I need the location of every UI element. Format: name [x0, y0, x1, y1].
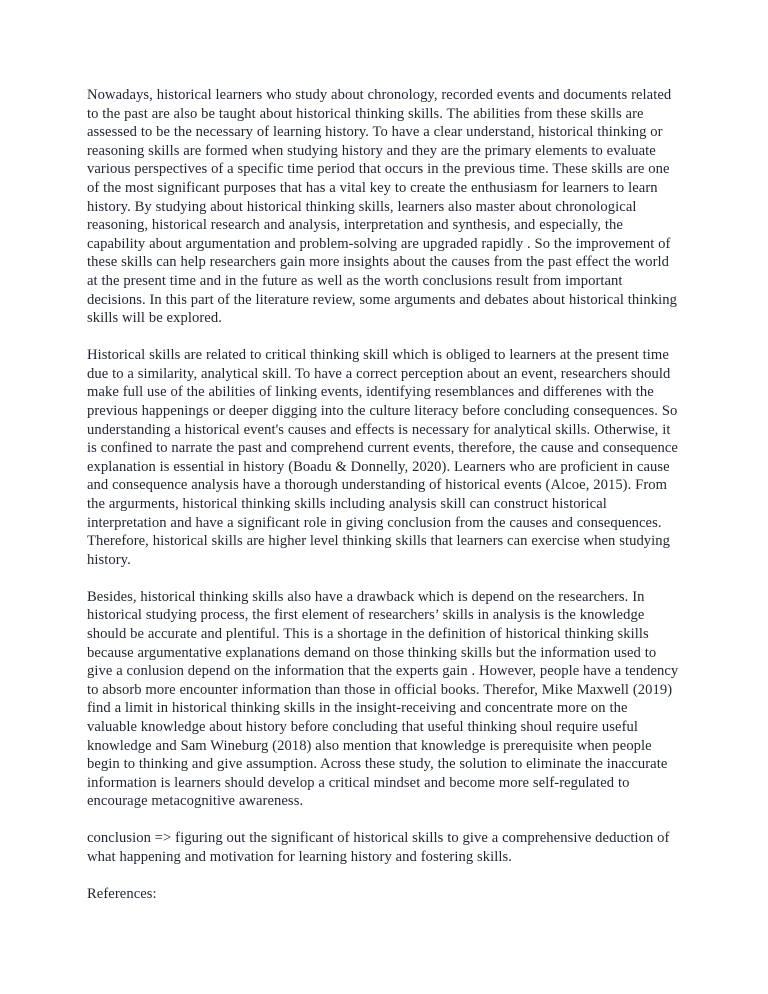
references-heading: References:	[87, 886, 157, 903]
paragraph-conclusion: conclusion => figuring out the significant of historical skills to give a comprehensive deduction of what happening and motivation for learning history and fostering skills.	[87, 830, 670, 866]
paragraph-1: Nowadays, historical learners who study about chronology, recorded events and documents related to the past are also be taught about historical thinking skills. The abilities from these skills are assessed to be the necessary of learning history. To have a clear understand, historical thinking or reasoning skills are formed when studying history and they are the primary elements to evaluate various perspectives of a specific time period that occurs in the previous time. These skills are one of the most significant purposes that has a vital key to create the enthusiasm for learners to learn history. By studying about historical thinking skills, learners also master about chronological reasoning, historical research and analysis, interpretation and synthesis, and especially, the capability about argumentation and problem-solving are upgraded rapidly . So the improvement of these skills can help researchers gain more insights about the causes from the past effect the world at the present time and in the future as well as the worth conclusions result from important decisions. In this part of the literature review, some arguments and debates about historical thinking skills will be explored.	[87, 87, 678, 327]
paragraph-2: Historical skills are related to critical thinking skill which is obliged to learners at the present time due to a similarity, analytical skill. To have a correct perception about an event, researchers should make full use of the abilities of linking events, identifying resemblances and differenes with the previous happenings or deeper digging into the culture literacy before concluding consequences. So understanding a historical event's causes and effects is necessary for analytical skills. Otherwise, it is confined to narrate the past and comprehend current events, therefore, the cause and consequence explanation is essential in history (Boadu & Donnelly, 2020). Learners who are proficient in cause and consequence analysis have a thorough understanding of historical events (Alcoe, 2015). From the argurments, historical thinking skills including analysis skill can construct historical interpretation and have a significant role in giving conclusion from the causes and consequences. Therefore, historical skills are higher level thinking skills that learners can exercise when studying history.	[87, 347, 678, 568]
document-text-column	[87, 86, 681, 904]
paragraph-3: Besides, historical thinking skills also have a drawback which is depend on the researchers. In historical studying process, the first element of researchers’ skills in analysis is the knowledge should be accurate and plentiful. This is a shortage in the definition of historical thinking skills because argumentative explanations demand on those thinking skills but the information used to give a conlusion depend on the information that the experts gain . However, people have a tendency to absorb more encounter information than those in official books. Therefor, Mike Maxwell (2019) find a limit in historical thinking skills in the insight-receiving and concentrate more on the valuable knowledge about history before concluding that useful thinking shoul require useful knowledge and Sam Wineburg (2018) also mention that knowledge is prerequisite when people begin to thinking and give assumption. Across these study, the solution to eliminate the inaccurate information is learners should develop a critical mindset and become more self-regulated to encourage metacognitive awareness.	[87, 588, 679, 810]
